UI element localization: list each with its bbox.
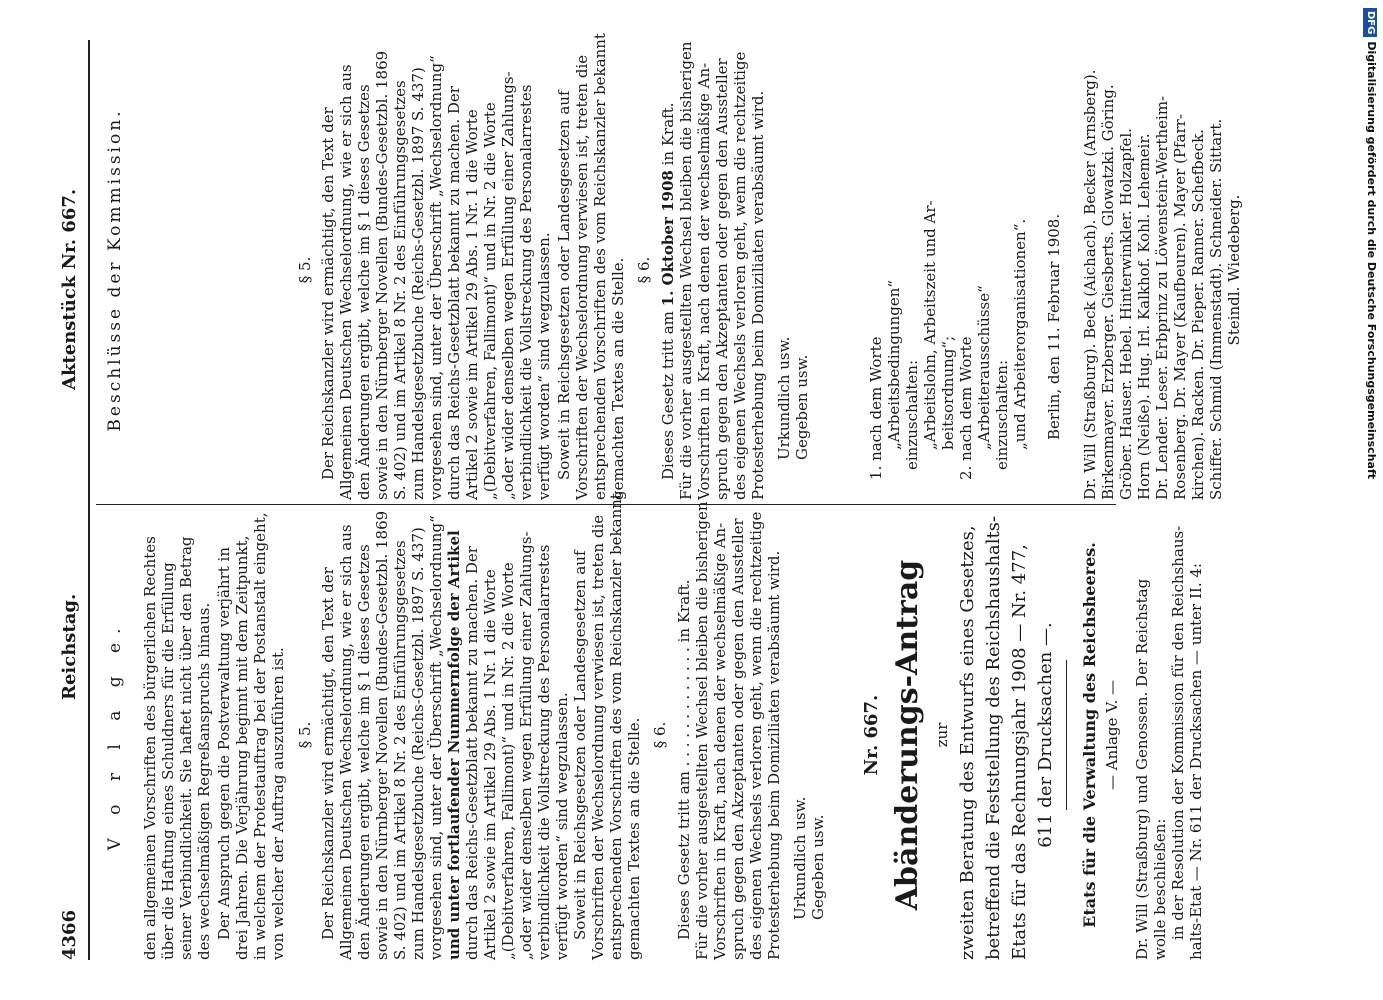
antrag-date-line: Berlin, den 11. Februar 1908. <box>1045 213 1063 440</box>
kommission-effective-date: 1. Oktober 1908 <box>659 170 677 307</box>
kommission-section-5-line: sowie in den Nürnberger Novellen (Bundes-Gesetzbl. 1869 <box>373 50 391 500</box>
vorlage-section-5-heading: § 5. <box>296 721 314 749</box>
vorlage-section-5-line-emphasis: und unter fortlaufender Nummernfolge der Artikel <box>445 530 463 960</box>
vorlage-section-5-line: „(Debitverfahren, Fallimont)“ und in Nr. 2 die Worte <box>499 562 517 960</box>
kommission-heading: Beschlüsse der Kommission. <box>105 108 125 432</box>
antrag-item-line: einzuschalten: <box>903 359 921 470</box>
credit-line: Digitalisierung gefördert durch die Deutsche Forschungsgemeinschaft <box>1365 41 1378 480</box>
antrag-body-line: betreffend die Feststellung des Reichshaushalts- <box>983 515 1004 960</box>
kommission-section-5-line: S. 402) und im Artikel 8 Nr. 2 des Einführungsgesetzes <box>391 80 409 500</box>
vorlage-section-5-line: gemachten Textes an die Stelle. <box>625 717 643 960</box>
kommission-section-5-line: verbindlichkeit die Vollstreckung des Personalarrestes <box>517 84 535 500</box>
vorlage-verjaehrung-line: in welchem der Protestauftrag bei der Postanstalt eingeht, <box>251 512 269 960</box>
vorlage-intro-line: den allgemeinen Vorschriften des bürgerlichen Rechtes <box>141 536 159 960</box>
antrag-motion-line: wolle beschließen: <box>1151 818 1169 960</box>
antrag-number: Nr. 667. <box>861 694 882 776</box>
kommission-section-5-line: verfügt worden“ sind wegzulassen. <box>535 232 553 500</box>
kommission-section-6-heading: § 6. <box>635 256 653 284</box>
antrag-body-line: zweiten Beratung des Entwurfs eines Gesetzes, <box>957 525 978 960</box>
vorlage-section-5-line: Vorschriften der Wechselordnung verwiesen ist, treten die <box>589 514 607 960</box>
vorlage-section-6-line: Protesterhebung beim Domiziliaten verabsäumt wird. <box>765 550 783 960</box>
running-title: Reichstag. <box>59 593 80 700</box>
antrag-motion-line: halts-Etat — Nr. 611 der Drucksachen — unter II. 4: <box>1187 563 1205 960</box>
signatory-line: Steindl. Wiedeberg. <box>1225 194 1243 346</box>
signatory-line: Birkenmayer. Erzberger. Giesberts. Glowatzki. Göring. <box>1099 84 1117 500</box>
kommission-section-5-line: „(Debitverfahren, Fallimont)“ und in Nr. 2 die Worte <box>481 102 499 500</box>
kommission-section-6-tail: in Kraft. <box>659 102 677 166</box>
antrag-separator <box>1066 660 1067 810</box>
document-reference: Aktenstück Nr. 667. <box>59 188 80 390</box>
vorlage-verjaehrung-line: von welcher der Auftrag auszuführen ist. <box>269 647 287 960</box>
signatory-line: Schiffer. Schmid (Immenstadt). Schneider. Sittart. <box>1207 118 1225 500</box>
kommission-section-5-line: den Änderungen ergibt, welche im § 1 dieses Gesetzes <box>355 84 373 500</box>
vorlage-section-5-line: vorgesehen sind, unter der Überschrift „Wechselordnung“ <box>427 515 445 960</box>
digitization-credit-text <box>1362 8 1380 992</box>
kommission-section-5-line: Soweit in Reichsgesetzen oder Landesgesetzen auf <box>555 90 573 480</box>
vorlage-section-5-line: sowie in den Nürnberger Novellen (Bundes-Gesetzbl. 1869 <box>373 510 391 960</box>
vorlage-section-5-line: S. 402) und im Artikel 8 Nr. 2 des Einführungsgesetzes <box>391 540 409 960</box>
signatory-line: Dr. Will (Straßburg). Beck (Aichach). Becker (Arnsberg). <box>1081 69 1099 500</box>
antrag-item-line: „und Arbeiterorganisationen“. <box>1011 218 1029 450</box>
vorlage-intro-line: über die Haftung eines Schuldners für die Erfüllung <box>159 562 177 960</box>
vorlage-section-5-line: verfügt worden“ sind wegzulassen. <box>553 692 571 960</box>
vorlage-intro-line: des wechselmäßigen Regreßanspruchs hinaus. <box>195 602 213 960</box>
vorlage-section-5-line: Allgemeinen Deutschen Wechselordnung, wie er sich aus <box>337 524 355 960</box>
kommission-section-5-line: entsprechenden Vorschriften des vom Reichskanzler bekannt <box>591 33 609 500</box>
antrag-motion-line: Dr. Will (Straßburg) und Genossen. Der Reichstag <box>1133 578 1151 960</box>
vorlage-section-6-line: Für die vorher ausgestellten Wechsel bleiben die bisherigen <box>693 501 711 960</box>
kommission-closing-line: Gegeben usw. <box>793 354 811 460</box>
antrag-item-line: einzuschalten: <box>993 359 1011 470</box>
kommission-section-5-line: Artikel 2 sowie im Artikel 29 Abs. 1 Nr. 1 die Worte <box>463 109 481 500</box>
antrag-item-line: 1. nach dem Worte <box>867 336 885 480</box>
kommission-section-6-line: Für die vorher ausgestellten Wechsel bleiben die bisherigen <box>677 41 695 500</box>
signatory-line: kirchen). Racken. Dr. Pieper. Ranner. Schefbeck. <box>1189 129 1207 500</box>
vorlage-section-5-line: „oder wider denselben wegen Erfüllung einer Zahlungs- <box>517 531 535 960</box>
kommission-section-6-lead: Dieses Gesetz tritt am <box>659 311 677 480</box>
vorlage-section-5-line: durch das Reichs-Gesetzblatt bekannt zu machen. Der <box>463 546 481 960</box>
kommission-section-5-line: Vorschriften der Wechselordnung verwiesen ist, treten die <box>573 54 591 500</box>
kommission-section-5-line: zum Handelsgesetzbuche (Reichs-Gesetzbl. 1897 S. 437) <box>409 67 427 500</box>
kommission-section-6-first-line <box>658 102 678 480</box>
vorlage-section-5-line: Artikel 2 sowie im Artikel 29 Abs. 1 Nr. 1 die Worte <box>481 569 499 960</box>
vorlage-closing-line: Gegeben usw. <box>809 814 827 920</box>
kommission-closing-line: Urkundlich usw. <box>775 336 793 460</box>
vorlage-verjaehrung-line: Der Anspruch gegen die Postverwaltung verjährt in <box>215 547 233 940</box>
vorlage-section-5-line: zum Handelsgesetzbuche (Reichs-Gesetzbl. 1897 S. 437) <box>409 527 427 960</box>
signatory-line: Gröber. Hauser. Hebel. Hinterwinkler. Holzapfel. <box>1117 128 1135 500</box>
kommission-section-5-line: gemachten Textes an die Stelle. <box>609 257 627 500</box>
vorlage-section-5-line: entsprechenden Vorschriften des vom Reichskanzler bekannt <box>607 493 625 960</box>
kommission-section-6-line: Protesterhebung beim Domiziliaten verabsäumt wird. <box>749 90 767 500</box>
antrag-item-line: 2. nach dem Worte <box>957 336 975 480</box>
kommission-section-5-line: „oder wider denselben wegen Erfüllung einer Zahlungs- <box>499 71 517 500</box>
kommission-section-6-line: Vorschriften in Kraft, nach denen der wechselmäßige An- <box>695 62 713 500</box>
kommission-section-5-line: vorgesehen sind, unter der Überschrift „Wechselordnung“ <box>427 55 445 500</box>
antrag-item-line: „Arbeiterausschüsse“ <box>975 285 993 450</box>
dfg-logo: DFG <box>1363 8 1377 37</box>
antrag-body-line: Etats für das Rechnungsjahr 1908 — Nr. 477, <box>1009 544 1030 960</box>
signatory-line: Rosenberg. Dr. Mayer (Kaufbeuren). Mayer (Pfarr- <box>1171 114 1189 500</box>
kommission-section-6-line: des eigenen Wechsels verloren geht, wenn die rechtzeitige <box>731 51 749 500</box>
antrag-body-line: 611 der Drucksachen —. <box>1035 622 1056 848</box>
vorlage-section-6-line: Vorschriften in Kraft, nach denen der wechselmäßige An- <box>711 522 729 960</box>
vorlage-section-6-line: Dieses Gesetz tritt am . . . . . . . . . . . . . in Kraft. <box>675 579 693 940</box>
kommission-section-5-line: durch das Reichs-Gesetzblatt bekannt zu machen. Der <box>445 86 463 500</box>
vorlage-section-6-heading: § 6. <box>651 721 669 749</box>
signatory-line: Dr. Lender. Leser. Erbprinz zu Löwenstein-Wertheim- <box>1153 95 1171 500</box>
vorlage-closing-line: Urkundlich usw. <box>791 796 809 920</box>
vorlage-section-5-line: Der Reichskanzler wird ermächtigt, den Text der <box>319 567 337 940</box>
vorlage-section-5-line: den Änderungen ergibt, welche im § 1 dieses Gesetzes <box>355 544 373 960</box>
vorlage-section-5-line: verbindlichkeit die Vollstreckung des Personalarrestes <box>535 544 553 960</box>
antrag-title: Abänderungs-Antrag <box>890 559 925 911</box>
vorlage-intro-line: seiner Verbindlichkeit. Sie haftet nicht über den Betrag <box>177 536 195 960</box>
antrag-item-line: „Arbeitsbedingungen“ <box>885 279 903 450</box>
kommission-section-5-line: Allgemeinen Deutschen Wechselordnung, wie er sich aus <box>337 64 355 500</box>
vorlage-section-6-line: spruch gegen den Akzeptanten oder gegen den Aussteller <box>729 518 747 960</box>
etat-heading: Etats für die Verwaltung des Reichsheeres. <box>1080 542 1099 928</box>
kommission-section-5-line: Der Reichskanzler wird ermächtigt, den Text der <box>319 107 337 480</box>
vorlage-section-6-line: des eigenen Wechsels verloren geht, wenn die rechtzeitige <box>747 511 765 960</box>
kommission-section-5-heading: § 5. <box>296 256 314 284</box>
vorlage-section-5-line: Soweit in Reichsgesetzen oder Landesgesetzen auf <box>571 550 589 940</box>
vorlage-verjaehrung-line: drei Jahren. Die Verjährung beginnt mit dem Zeitpunkt, <box>233 535 251 960</box>
page-number: 4366 <box>59 909 80 960</box>
kommission-section-6-line: spruch gegen den Akzeptanten oder gegen den Aussteller <box>713 58 731 500</box>
antrag-motion-line: in der Resolution der Kommission für den Reichshaus- <box>1169 525 1187 940</box>
signatory-line: Horn (Neiße). Hug. Irl. Kalkhof. Kohl. Lehemeir. <box>1135 133 1153 500</box>
antrag-zur: zur <box>933 722 951 748</box>
digitization-credit <box>1362 8 1380 992</box>
anlage-label: — Anlage V. — <box>1103 680 1121 790</box>
antrag-item-line: beitsordnung“; <box>939 335 957 450</box>
header-rule <box>88 40 90 960</box>
antrag-item-line: „Arbeitslohn, Arbeitszeit und Ar- <box>921 200 939 450</box>
vorlage-heading: V o r l a g e. <box>105 619 125 851</box>
